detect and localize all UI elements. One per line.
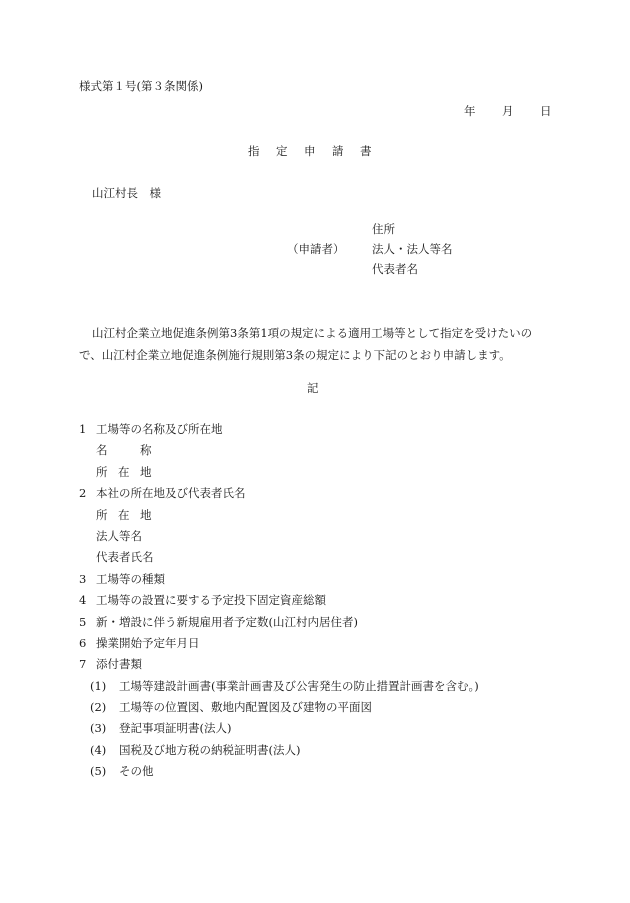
list-item: 3 工場等の種類 — [79, 571, 165, 586]
document-title — [248, 144, 373, 158]
list-item: 5 新・増設に伴う新規雇用者予定数(山江村内居住者) — [79, 614, 358, 629]
attachment-item: (2) 工場等の位置図、敷地内配置図及び建物の平面図 — [90, 700, 372, 715]
sub-item-representative: 代表者氏名 — [96, 550, 154, 565]
list-item: 4 工場等の設置に要する予定投下固定資産総額 — [79, 593, 326, 608]
list-item: 2 本社の所在地及び代表者氏名 — [79, 486, 246, 501]
application-body: 山江村企業立地促進条例第3条第1項の規定による適用工場等として指定を受けたいので、山江村企業立地促進条例施行規則第3条の規定により下記のとおり申請します。 — [79, 326, 533, 362]
form-number: 様式第１号(第３条関係) — [79, 79, 203, 93]
sub-item-corporation: 法人等名 — [96, 528, 142, 543]
attachment-item: (3) 登記事項証明書(法人) — [90, 721, 232, 736]
ki-heading: 記 — [307, 381, 319, 395]
applicant-label: （申請者） — [287, 242, 345, 256]
sub-item-location: 所 在 地 — [96, 464, 152, 479]
applicant-address-label: 住所 — [372, 222, 395, 236]
sub-item-name: 名 称 — [96, 443, 152, 458]
title-char: 指 — [248, 144, 261, 158]
date-line — [464, 104, 552, 118]
date-year: 年 — [464, 104, 476, 118]
attachment-item: (5) その他 — [90, 764, 154, 779]
attachment-item: (4) 国税及び地方税の納税証明書(法人) — [90, 742, 301, 757]
list-item: 1 工場等の名称及び所在地 — [79, 422, 223, 436]
addressee: 山江村長 様 — [92, 186, 161, 200]
attachment-item: (1) 工場等建設計画書(事業計画書及び公害発生の防止措置計画書を含む。) — [90, 678, 479, 693]
date-day: 日 — [540, 104, 552, 118]
title-char: 書 — [360, 144, 373, 158]
list-item: 7 添付書類 — [79, 657, 142, 672]
item-list — [79, 422, 479, 786]
date-month: 月 — [502, 104, 514, 118]
sub-item-hq-location: 所 在 地 — [96, 507, 152, 522]
title-char: 定 — [276, 144, 289, 158]
applicant-corporation-label: 法人・法人等名 — [372, 242, 453, 256]
title-char: 請 — [332, 144, 345, 158]
list-item: 6 操業開始予定年月日 — [79, 635, 200, 650]
title-char: 申 — [304, 144, 317, 158]
applicant-representative-label: 代表者名 — [372, 262, 418, 276]
